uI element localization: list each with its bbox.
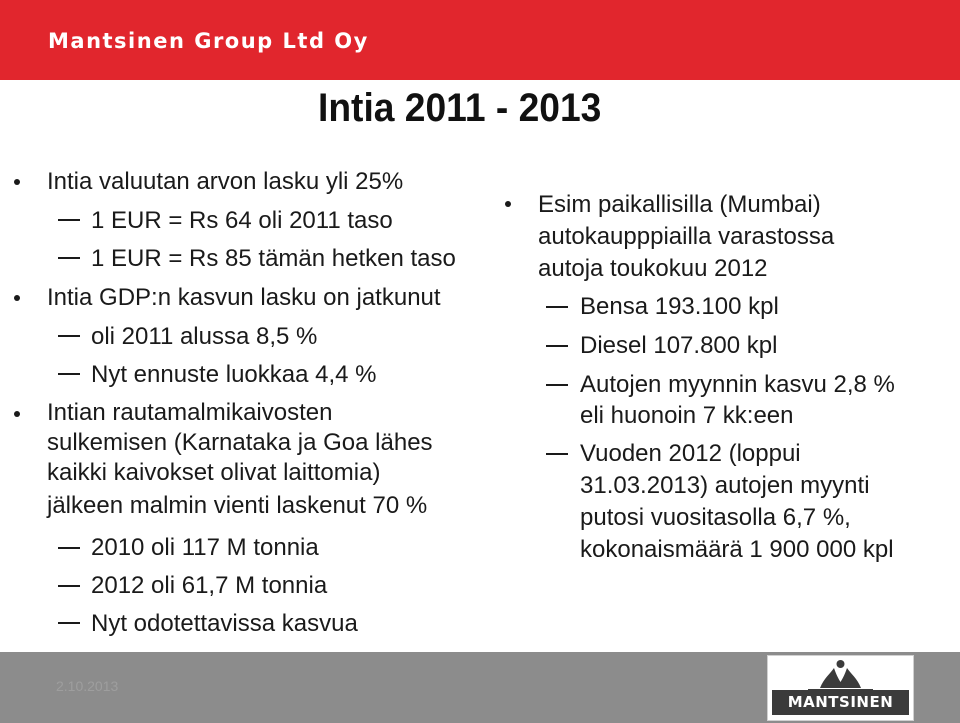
bullet-text: Intian rautamalmikaivosten [47, 399, 333, 426]
bullet-text: jälkeen malmin vienti laskenut 70 % [47, 492, 428, 519]
sub-bullet-text: eli huonoin 7 kk:een [580, 402, 794, 429]
dash-icon [58, 585, 80, 587]
footer-date: 2.10.2013 [56, 678, 119, 694]
sub-bullet-text: 1 EUR = Rs 85 tämän hetken taso [91, 245, 456, 272]
bullet-icon [14, 411, 20, 417]
dash-icon [58, 335, 80, 337]
dash-icon [546, 453, 568, 455]
sub-bullet-text: Nyt ennuste luokkaa 4,4 % [91, 361, 377, 388]
bullet-text: Esim paikallisilla (Mumbai) [538, 191, 821, 218]
sub-bullet-text: Diesel 107.800 kpl [580, 332, 778, 359]
logo-band [772, 690, 909, 715]
bullet-icon [14, 179, 20, 185]
bullet-text: Intia GDP:n kasvun lasku on jatkunut [47, 284, 441, 311]
sub-bullet-text: 2010 oli 117 M tonnia [91, 534, 319, 561]
sub-bullet-text: putosi vuositasolla 6,7 %, [580, 504, 851, 531]
dash-icon [58, 257, 80, 259]
sub-bullet-text: 31.03.2013) autojen myynti [580, 472, 870, 499]
bullet-text: sulkemisen (Karnataka ja Goa lähes [47, 429, 433, 456]
bullet-text: autoja toukokuu 2012 [538, 255, 768, 282]
slide-title: Intia 2011 - 2013 [318, 86, 602, 130]
dash-icon [546, 345, 568, 347]
dash-icon [58, 373, 80, 375]
sub-bullet-text: Nyt odotettavissa kasvua [91, 610, 358, 637]
header-bar [0, 0, 960, 80]
company-name: Mantsinen Group Ltd Oy [48, 29, 369, 53]
sub-bullet-text: 1 EUR = Rs 64 oli 2011 taso [91, 207, 393, 234]
crown-emblem-icon [768, 656, 913, 692]
sub-bullet-text: kokonaismäärä 1 900 000 kpl [580, 536, 894, 563]
dash-icon [58, 547, 80, 549]
sub-bullet-text: Vuoden 2012 (loppui [580, 440, 801, 467]
sub-bullet-text: Bensa 193.100 kpl [580, 293, 779, 320]
dash-icon [58, 622, 80, 624]
bullet-icon [505, 201, 511, 207]
mantsinen-logo [767, 655, 914, 721]
logo-text: MANTSINEN [787, 693, 894, 711]
sub-bullet-text: Autojen myynnin kasvu 2,8 % [580, 371, 895, 398]
sub-bullet-text: oli 2011 alussa 8,5 % [91, 323, 318, 350]
bullet-text: kaikki kaivokset olivat laittomia) [47, 459, 381, 486]
bullet-text: autokaupppiailla varastossa [538, 223, 835, 250]
bullet-text: Intia valuutan arvon lasku yli 25% [47, 168, 404, 195]
dash-icon [546, 384, 568, 386]
bullet-icon [14, 295, 20, 301]
dash-icon [546, 306, 568, 308]
sub-bullet-text: 2012 oli 61,7 M tonnia [91, 572, 328, 599]
dash-icon [58, 219, 80, 221]
